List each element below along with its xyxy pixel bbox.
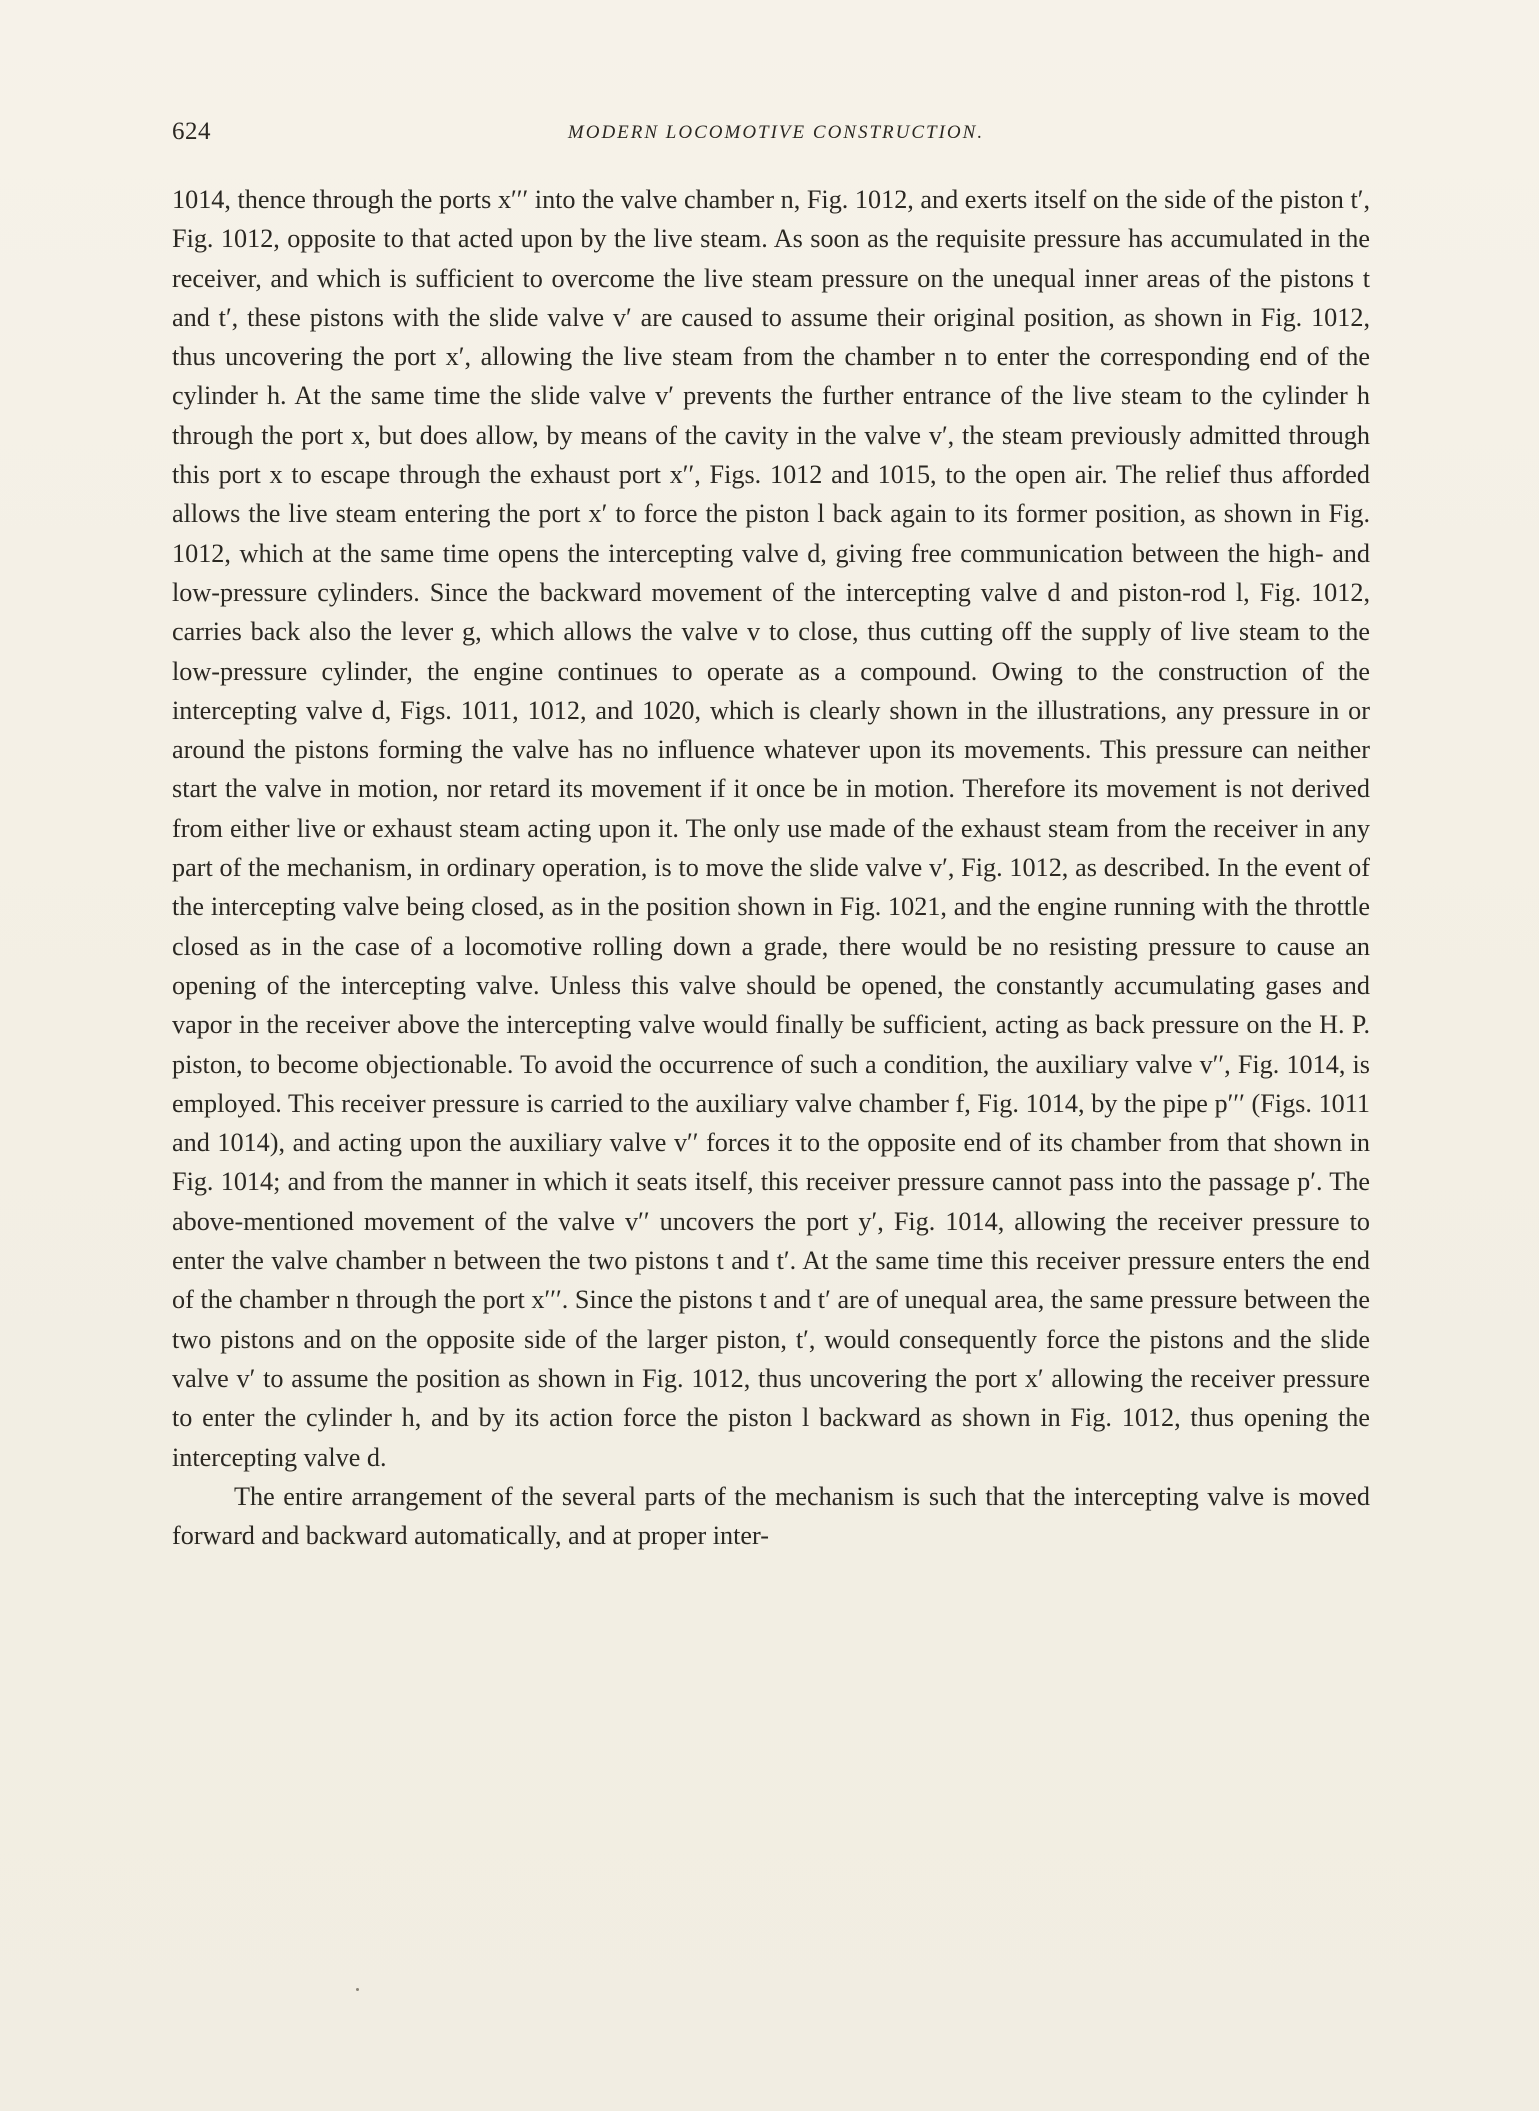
page-number: 624 <box>172 118 211 145</box>
paragraph-2: The entire arrangement of the several parts of the mechanism is such that the intercepting valve is moved forward and backward automatically, and at proper inter- <box>172 1481 1370 1551</box>
page-header <box>172 118 1370 154</box>
body-text <box>172 180 1370 1555</box>
running-title: MODERN LOCOMOTIVE CONSTRUCTION. <box>567 122 985 143</box>
ink-speck <box>356 1988 359 1991</box>
paragraph-1: 1014, thence through the ports x′′′ into the valve chamber n, Fig. 1012, and exerts itself on the side of the piston t′, Fig. 1012, opposite to that acted upon by the live steam. As soon as the requisite pressure has accumulated in the receiver, and which is sufficient to overcome the live steam pressure on the unequal inner areas of the pistons t and t′, these pistons with the slide valve v′ are caused to assume their original position, as shown in Fig. 1012, thus uncovering the port x′, allowing the live steam from the chamber n to enter the corresponding end of the cylinder h. At the same time the slide valve v′ prevents the further entrance of the live steam to the cylinder h through the port x, but does allow, by means of the cavity in the valve v′, the steam previously admitted through this port x to escape through the exhaust port x′′, Figs. 1012 and 1015, to the open air. The relief thus afforded allows the live steam entering the port x′ to force the piston l back again to its former position, as shown in Fig. 1012, which at the same time opens the intercepting valve d, giving free communication between the high- and low-pressure cylinders. Since the backward movement of the intercepting valve d and piston-rod l, Fig. 1012, carries back also the lever g, which allows the valve v to close, thus cutting off the supply of live steam to the low-pressure cylinder, the engine continues to operate as a compound. Owing to the construction of the intercepting valve d, Figs. 1011, 1012, and 1020, which is clearly shown in the illustrations, any pressure in or around the pistons forming the valve has no influence whatever upon its movements. This pressure can neither start the valve in motion, nor retard its movement if it once be in motion. Therefore its movement is not derived from either live or exhaust steam acting upon it. The only use made of the exhaust steam from the receiver in any part of the mechanism, in ordinary operation, is to move the slide valve v′, Fig. 1012, as described. In the event of the intercepting valve being closed, as in the position shown in Fig. 1021, and the engine running with the throttle closed as in the case of a locomotive rolling down a grade, there would be no resisting pressure to cause an opening of the intercepting valve. Unless this valve should be opened, the constantly accumulating gases and vapor in the receiver above the intercepting valve would finally be sufficient, acting as back pressure on the H. P. piston, to become objectionable. To avoid the occurrence of such a condition, the auxiliary valve v′′, Fig. 1014, is employed. This receiver pressure is carried to the auxiliary valve chamber f, Fig. 1014, by the pipe p′′′ (Figs. 1011 and 1014), and acting upon the auxiliary valve v′′ forces it to the opposite end of its chamber from that shown in Fig. 1014; and from the manner in which it seats itself, this receiver pressure cannot pass into the passage p′. The above-mentioned movement of the valve v′′ uncovers the port y′, Fig. 1014, allowing the receiver pressure to enter the valve chamber n between the two pistons t and t′. At the same time this receiver pressure enters the end of the chamber n through the port x′′′. Since the pistons t and t′ are of unequal area, the same pressure between the two pistons and on the opposite side of the larger piston, t′, would consequently force the pistons and the slide valve v′ to assume the position as shown in Fig. 1012, thus uncovering the port x′ allowing the receiver pressure to enter the cylinder h, and by its action force the piston l backward as shown in Fig. 1012, thus opening the intercepting valve d. <box>172 185 1370 1472</box>
